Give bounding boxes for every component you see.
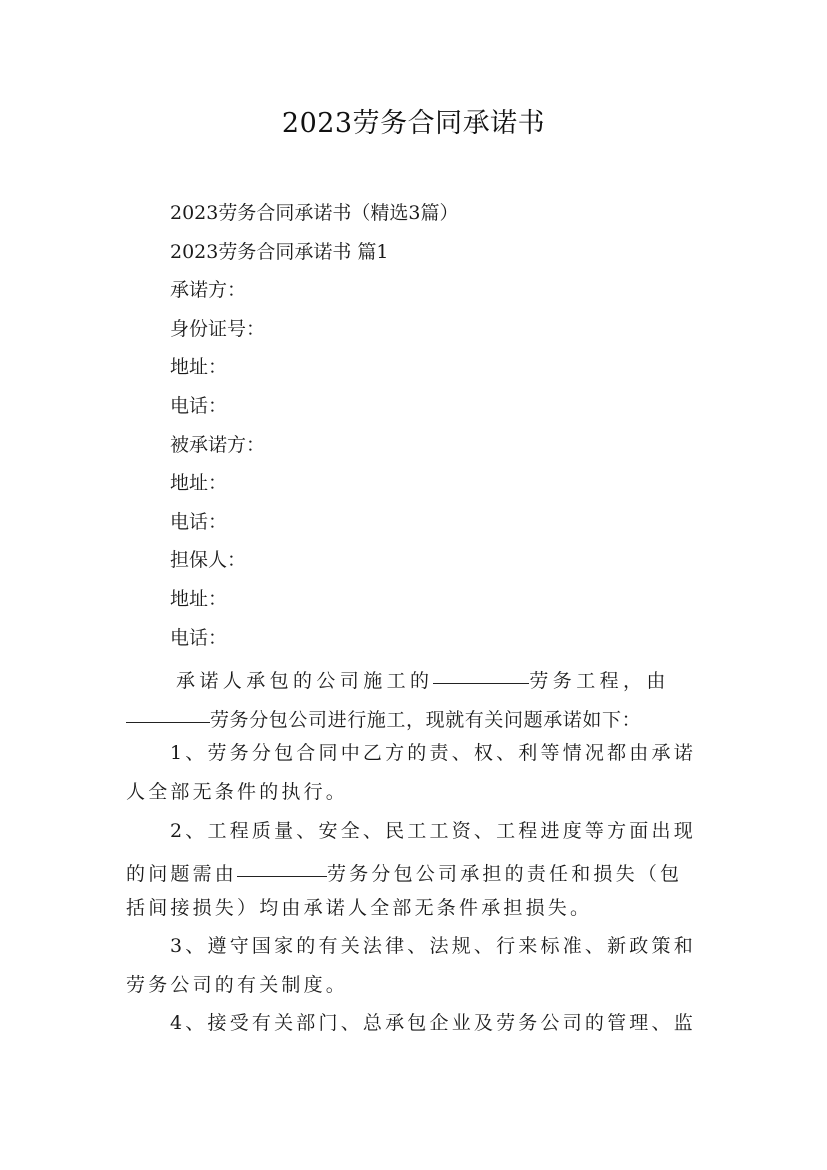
field-label-promisee: 被承诺方： <box>170 433 266 456</box>
field-label-promisor: 承诺方： <box>170 279 247 302</box>
body-text: 的问题需由 <box>126 863 238 886</box>
field-label-phone: 电话： <box>170 626 228 649</box>
clause-1-line: 人全部无条件的执行。 <box>126 780 349 803</box>
clause-4-line: 4、接受有关部门、总承包企业及劳务公司的管理、监 <box>170 1012 696 1035</box>
document-body <box>126 194 708 1043</box>
body-text: 劳务分包公司承担的责任和损失（包 <box>327 863 683 886</box>
body-line: 2023劳务合同承诺书（精选3篇） <box>170 202 459 224</box>
body-text: 劳务工程，由 <box>529 670 670 693</box>
clause-3-line: 3、遵守国家的有关法律、法规、行来标准、新政策和 <box>170 935 696 958</box>
clause-2-line: 2、工程质量、安全、民工工资、工程进度等方面出现 <box>170 819 696 842</box>
field-label-address: 地址： <box>170 587 228 610</box>
body-text: 承诺人承包的公司施工的 <box>176 670 434 693</box>
blank-underline <box>126 696 210 723</box>
body-line: 2023劳务合同承诺书 篇1 <box>170 240 389 263</box>
document-title: 2023劳务合同承诺书 <box>281 108 546 139</box>
body-text: 劳务分包公司进行施工，现就有关问题承诺如下： <box>210 708 642 731</box>
clause-1-line: 1、劳务分包合同中乙方的责、权、利等情况都由承诺 <box>170 742 696 765</box>
body-paragraph-line <box>126 657 708 696</box>
clause-3-line: 劳务公司的有关制度。 <box>126 973 349 996</box>
field-label-address: 地址： <box>170 356 228 379</box>
field-label-id-number: 身份证号： <box>170 317 266 340</box>
body-paragraph-line <box>126 696 708 735</box>
field-label-address: 地址： <box>170 472 228 495</box>
field-label-phone: 电话： <box>170 394 228 417</box>
field-label-phone: 电话： <box>170 510 228 533</box>
blank-underline <box>237 850 327 877</box>
clause-2-line <box>126 850 708 889</box>
clause-2-line: 括间接损失）均由承诺人全部无条件承担损失。 <box>126 896 593 919</box>
field-label-guarantor: 担保人： <box>170 549 247 572</box>
blank-underline <box>433 657 529 684</box>
